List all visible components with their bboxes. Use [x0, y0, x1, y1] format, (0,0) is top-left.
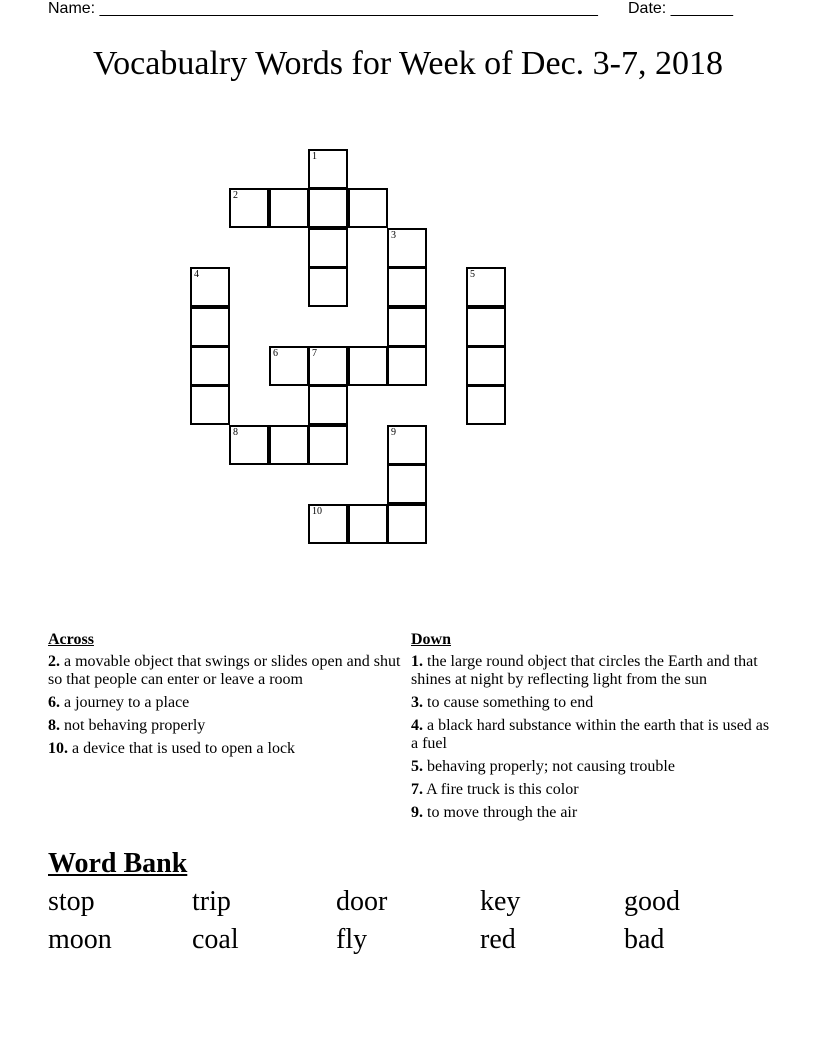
across-clue-list	[48, 653, 408, 758]
crossword-cell[interactable]	[190, 307, 230, 347]
clue-number: 5	[470, 269, 475, 280]
clue-number: 2	[233, 190, 238, 201]
clue-number: 10	[312, 506, 322, 517]
word-bank-word: red	[480, 924, 516, 955]
clue-text: a journey to a place	[60, 694, 190, 711]
down-clue	[411, 717, 771, 753]
crossword-cell[interactable]	[190, 346, 230, 386]
clue-text: a black hard substance within the earth that is used as a fuel	[411, 717, 770, 752]
name-line: Name: ________________________________________________________	[48, 0, 598, 17]
word-bank	[48, 884, 768, 960]
crossword-cell[interactable]	[308, 149, 348, 189]
clue-number-label: 9.	[411, 804, 423, 821]
across-clues	[48, 631, 408, 763]
word-bank-word: stop	[48, 886, 95, 917]
crossword-cell[interactable]	[308, 346, 348, 386]
clue-number-label: 5.	[411, 758, 423, 775]
crossword-cell[interactable]	[387, 307, 427, 347]
crossword-cell[interactable]	[269, 425, 309, 465]
crossword-cell[interactable]	[387, 267, 427, 307]
date-line: Date: _______	[628, 0, 733, 17]
crossword-cell[interactable]	[466, 307, 506, 347]
clue-number: 3	[391, 230, 396, 241]
word-bank-word: fly	[336, 924, 368, 955]
crossword-cell[interactable]	[190, 385, 230, 425]
crossword-cell[interactable]	[348, 188, 388, 228]
clue-text: a movable object that swings or slides open and shut so that people can enter or leave a room	[48, 653, 401, 688]
clue-number: 6	[273, 348, 278, 359]
word-bank-title: Word Bank	[48, 848, 188, 879]
clue-number-label: 6.	[48, 694, 60, 711]
crossword-cell[interactable]	[229, 188, 269, 228]
crossword-cell[interactable]	[308, 228, 348, 268]
across-clue	[48, 653, 408, 689]
crossword-cell[interactable]	[466, 346, 506, 386]
down-clues	[411, 631, 771, 827]
down-heading: Down	[411, 631, 452, 648]
clue-number-label: 10.	[48, 740, 68, 757]
word-bank-word: key	[480, 886, 521, 917]
crossword-cell[interactable]	[269, 188, 309, 228]
page-title: Vocabualry Words for Week of Dec. 3-7, 2018	[93, 45, 723, 82]
crossword-cell[interactable]	[348, 346, 388, 386]
clue-text: behaving properly; not causing trouble	[423, 758, 675, 775]
down-clue	[411, 804, 771, 822]
word-bank-word: coal	[192, 924, 239, 955]
crossword-cell[interactable]	[466, 267, 506, 307]
down-clue	[411, 653, 771, 689]
clue-text: to cause something to end	[423, 694, 594, 711]
across-heading: Across	[48, 631, 94, 648]
clue-text: a device that is used to open a lock	[68, 740, 296, 757]
crossword-cell[interactable]	[308, 267, 348, 307]
crossword-cell[interactable]	[308, 385, 348, 425]
crossword-cell[interactable]	[387, 504, 427, 544]
clue-number: 4	[194, 269, 199, 280]
crossword-cell[interactable]	[308, 504, 348, 544]
clue-number: 9	[391, 427, 396, 438]
down-clue	[411, 781, 771, 799]
clue-text: A fire truck is this color	[423, 781, 579, 798]
clue-number-label: 1.	[411, 653, 423, 670]
clue-number-label: 7.	[411, 781, 423, 798]
clue-text: not behaving properly	[60, 717, 206, 734]
crossword-cell[interactable]	[387, 425, 427, 465]
across-clue	[48, 694, 408, 712]
clue-number-label: 2.	[48, 653, 60, 670]
crossword-cell[interactable]	[190, 267, 230, 307]
crossword-cell[interactable]	[387, 464, 427, 504]
crossword-cell[interactable]	[387, 346, 427, 386]
clue-number: 1	[312, 151, 317, 162]
clue-text: to move through the air	[423, 804, 578, 821]
word-bank-word: trip	[192, 886, 231, 917]
clue-text: the large round object that circles the Earth and that shines at night by reflecting light from the sun	[411, 653, 758, 688]
word-bank-word: door	[336, 886, 388, 917]
crossword-cell[interactable]	[387, 228, 427, 268]
word-bank-word: good	[624, 886, 680, 917]
across-clue	[48, 717, 408, 735]
clue-number-label: 4.	[411, 717, 423, 734]
down-clue	[411, 694, 771, 712]
down-clue-list	[411, 653, 771, 822]
word-bank-word: moon	[48, 924, 112, 955]
down-clue	[411, 758, 771, 776]
crossword-cell[interactable]	[308, 188, 348, 228]
crossword-cell[interactable]	[269, 346, 309, 386]
word-bank-word: bad	[624, 924, 665, 955]
clue-number-label: 3.	[411, 694, 423, 711]
across-clue	[48, 740, 408, 758]
crossword-cell[interactable]	[308, 425, 348, 465]
clue-number: 8	[233, 427, 238, 438]
crossword-cell[interactable]	[348, 504, 388, 544]
clue-number-label: 8.	[48, 717, 60, 734]
crossword-cell[interactable]	[229, 425, 269, 465]
crossword-cell[interactable]	[466, 385, 506, 425]
clue-number: 7	[312, 348, 317, 359]
